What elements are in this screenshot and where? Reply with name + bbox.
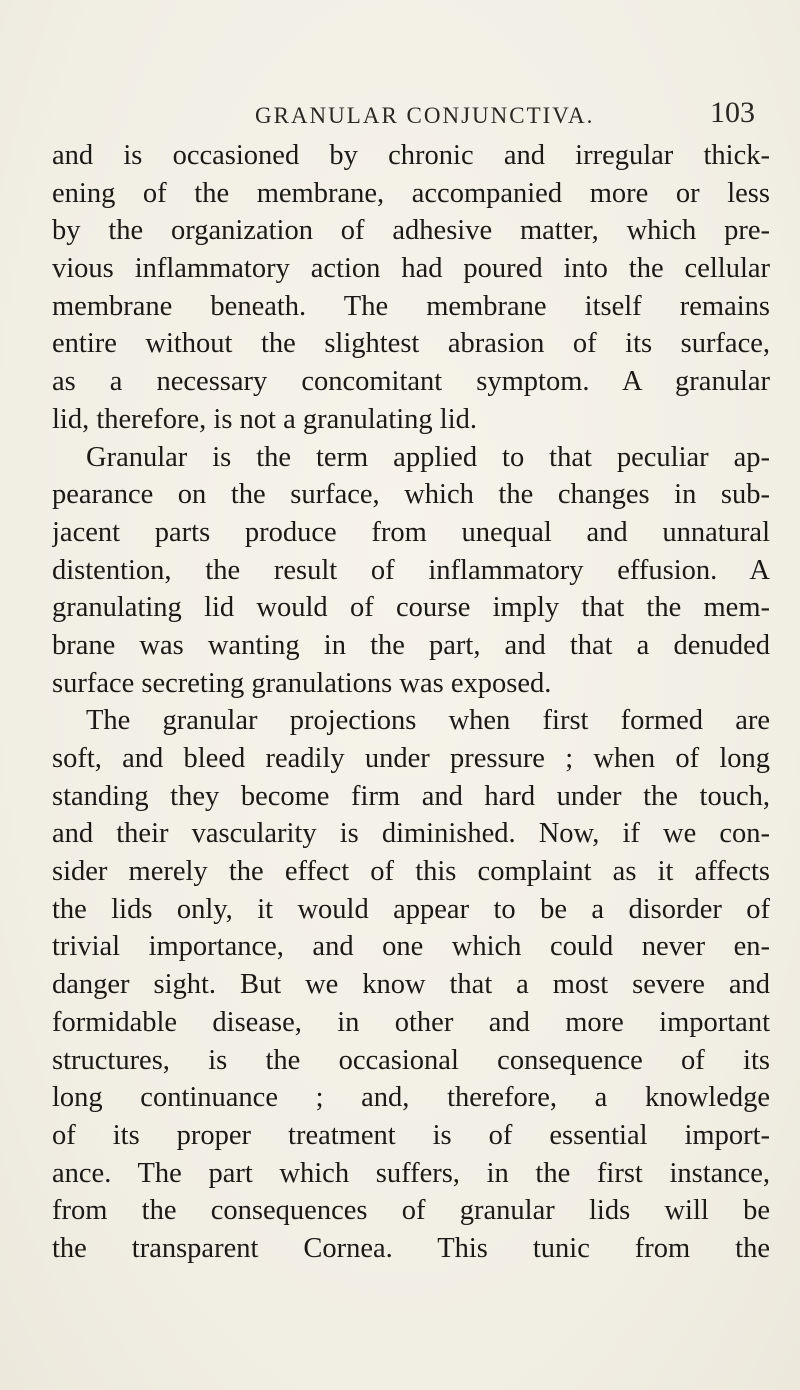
text-line: membrane beneath. The membrane itself remains <box>52 290 770 322</box>
text-line: sider merely the effect of this complaint as it affects <box>52 856 770 888</box>
text-line: of its proper treatment is of essential import- <box>52 1119 770 1151</box>
text-line: vious inflammatory action had poured into the cellular <box>52 253 770 285</box>
body-text <box>52 137 770 1268</box>
text-line: soft, and bleed readily under pressure ; when of long <box>52 743 770 774</box>
text-line: distention, the result of inflammatory effusion. A <box>52 554 770 586</box>
text-line: The granular projections when first formed are <box>86 705 770 737</box>
text-line: as a necessary concomitant symptom. A granular <box>52 366 770 398</box>
text-line: by the organization of adhesive matter, which pre- <box>52 215 770 247</box>
text-line: ance. The part which suffers, in the first instance, <box>52 1157 770 1189</box>
text-line: danger sight. But we know that a most severe and <box>52 969 770 1001</box>
text-line: long continuance ; and, therefore, a knowledge <box>52 1082 770 1114</box>
text-line: Granular is the term applied to that peculiar ap- <box>86 441 770 473</box>
running-head: GRANULAR CONJUNCTIVA. <box>255 103 595 128</box>
text-line: brane was wanting in the part, and that a denuded <box>52 629 770 661</box>
text-line: entire without the slightest abrasion of its surface, <box>52 328 770 360</box>
text-line: surface secreting granulations was exposed. <box>52 667 552 699</box>
text-line: the transparent Cornea. This tunic from the <box>52 1232 770 1264</box>
text-line: trivial importance, and one which could never en- <box>52 931 770 963</box>
text-line: pearance on the surface, which the changes in sub- <box>52 479 770 511</box>
text-line: lid, therefore, is not a granulating lid. <box>52 403 478 435</box>
text-line: the lids only, it would appear to be a disorder of <box>52 893 770 925</box>
page-number: 103 <box>710 96 755 129</box>
text-line: granulating lid would of course imply that the mem- <box>52 592 770 624</box>
text-line: standing they become firm and hard under the touch, <box>52 780 770 812</box>
text-line: from the consequences of granular lids will be <box>52 1195 770 1227</box>
text-line: and is occasioned by chronic and irregular thick- <box>52 140 770 171</box>
text-line: and their vascularity is diminished. Now, if we con- <box>52 818 770 850</box>
text-line: structures, is the occasional consequence of its <box>52 1044 770 1076</box>
text-line: jacent parts produce from unequal and unnatural <box>52 516 770 548</box>
text-line: ening of the membrane, accompanied more or less <box>52 177 770 209</box>
text-line: formidable disease, in other and more important <box>52 1006 770 1038</box>
